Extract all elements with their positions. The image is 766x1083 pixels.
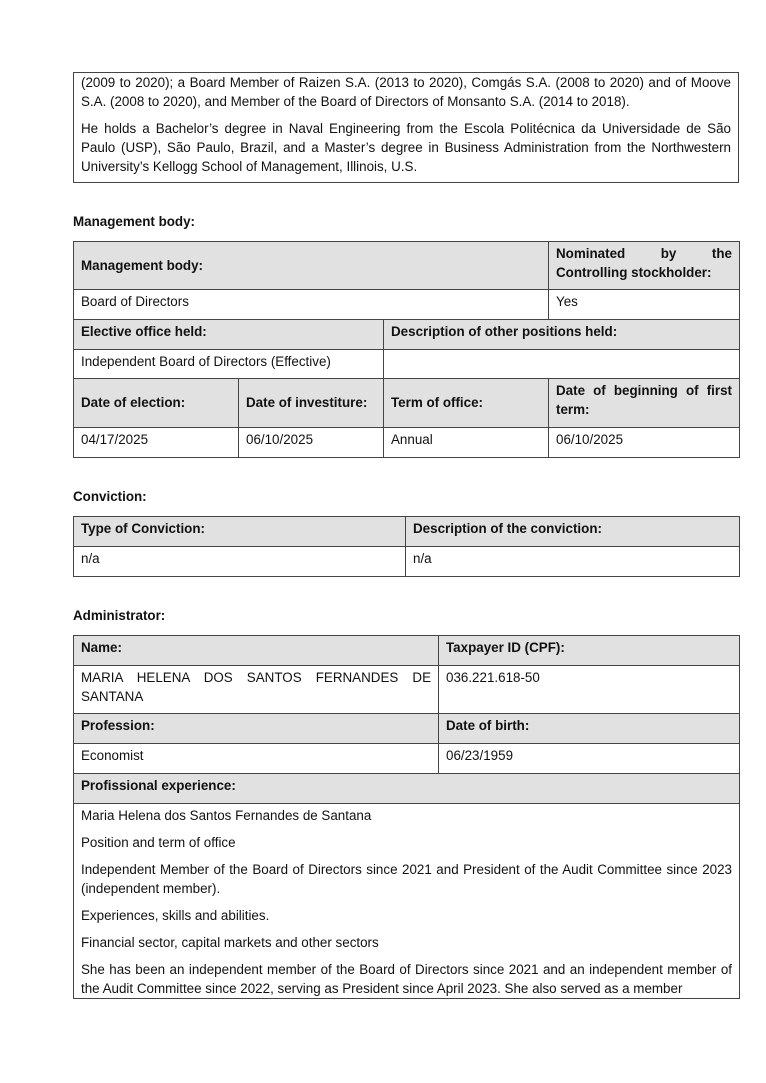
date-investiture-label: Date of investiture: <box>239 379 384 428</box>
administrator-section-title: Administrator: <box>73 608 166 623</box>
name-value-line1: MARIA HELENA DOS SANTOS FERNANDES DE <box>81 670 431 685</box>
experience-paragraph: Independent Member of the Board of Directors since 2021 and President of the Audit Committee since 2023 (independent member). <box>81 862 732 896</box>
birth-label: Date of birth: <box>439 714 740 744</box>
management-body-table <box>73 241 740 458</box>
cpf-label: Taxpayer ID (CPF): <box>439 636 740 666</box>
profession-value: Economist <box>74 744 439 774</box>
experience-text <box>74 804 740 999</box>
date-election-value: 04/17/2025 <box>74 428 239 458</box>
experience-paragraph: Financial sector, capital markets and other sectors <box>81 935 379 950</box>
elective-office-label: Elective office held: <box>74 320 384 350</box>
conviction-table <box>73 516 740 577</box>
conviction-section-title: Conviction: <box>73 489 147 504</box>
conviction-type-label: Type of Conviction: <box>74 517 406 547</box>
nominated-label-line2: Controlling stockholder: <box>556 265 712 280</box>
first-term-label-line1: Date of beginning of first <box>556 383 732 398</box>
continuation-paragraph: (2009 to 2020); a Board Member of Raizen S.A. (2013 to 2020), Comgás S.A. (2008 to 2020) and of Moove S.A. (2008 to 2020), and Member of the Board of Directors of Monsanto S.A. (2014 to 2018). <box>81 75 731 109</box>
experience-paragraph: Experiences, skills and abilities. <box>81 908 270 923</box>
profession-label: Profession: <box>74 714 439 744</box>
first-term-label-line2: term: <box>556 402 590 417</box>
cpf-value: 036.221.618-50 <box>439 666 740 714</box>
conviction-description-value: n/a <box>406 547 740 577</box>
conviction-type-value: n/a <box>74 547 406 577</box>
management-body-value: Board of Directors <box>74 290 549 320</box>
management-section-title: Management body: <box>73 214 196 229</box>
first-term-label <box>549 379 740 428</box>
elective-office-value: Independent Board of Directors (Effective) <box>74 350 384 379</box>
name-label: Name: <box>74 636 439 666</box>
date-investiture-value: 06/10/2025 <box>239 428 384 458</box>
management-body-label: Management body: <box>74 242 549 290</box>
administrator-table <box>73 635 740 999</box>
first-term-value: 06/10/2025 <box>549 428 740 458</box>
conviction-description-label: Description of the conviction: <box>406 517 740 547</box>
continuation-paragraph: He holds a Bachelor’s degree in Naval Engineering from the Escola Politécnica da Universidade de São Paulo (USP), São Paulo, Brazil, and a Master’s degree in Business Administration from the Northwestern University’s Kellogg School of Management, Illinois, U.S. <box>81 121 731 174</box>
experience-paragraph: Position and term of office <box>81 835 236 850</box>
name-value-line2: SANTANA <box>81 689 144 704</box>
other-positions-label: Description of other positions held: <box>384 320 740 350</box>
term-label: Term of office: <box>384 379 549 428</box>
document-page <box>73 0 739 999</box>
nominated-label <box>549 242 740 290</box>
nominated-value: Yes <box>549 290 740 320</box>
experience-paragraph: She has been an independent member of the Board of Directors since 2021 and an independent member of the Audit Committee since 2022, serving as President since April 2023. She also served as a member <box>81 962 732 996</box>
date-election-label: Date of election: <box>74 379 239 428</box>
previous-experience-continuation <box>73 72 739 183</box>
name-value <box>74 666 439 714</box>
other-positions-value <box>384 350 740 379</box>
term-value: Annual <box>384 428 549 458</box>
birth-value: 06/23/1959 <box>439 744 740 774</box>
experience-paragraph: Maria Helena dos Santos Fernandes de Santana <box>81 808 372 823</box>
experience-label: Profissional experience: <box>74 774 740 804</box>
nominated-label-line1: Nominated by the <box>556 246 732 261</box>
